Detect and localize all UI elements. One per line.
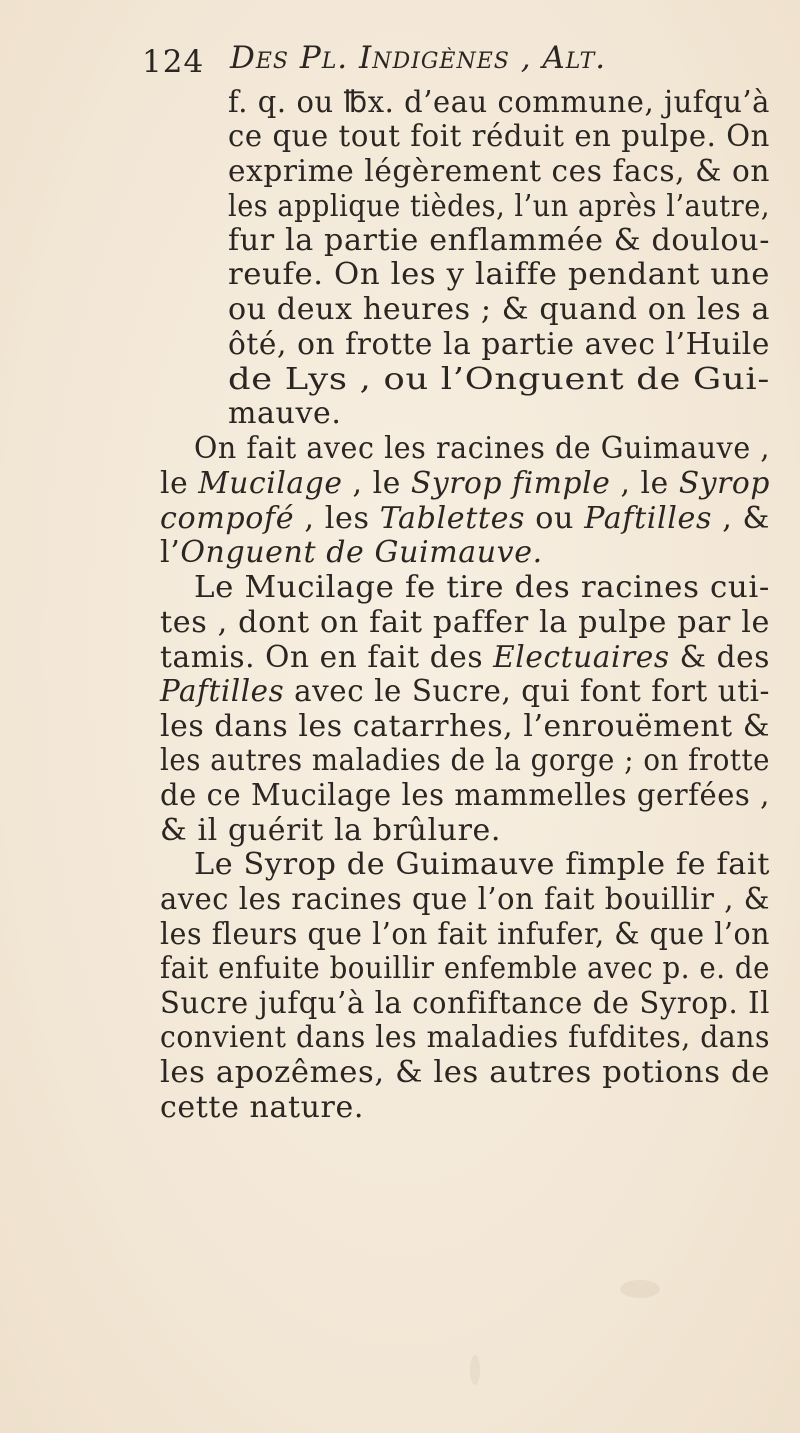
text-line — [228, 224, 770, 258]
text-line — [160, 1091, 364, 1125]
text-line — [160, 1021, 770, 1055]
text-segment: mauve. — [228, 396, 342, 431]
text-segment: tamis. On en fait des — [160, 640, 494, 675]
text-segment: & il guérit la brûlure. — [160, 813, 502, 848]
text-segment: le — [160, 466, 199, 501]
text-line — [160, 536, 543, 570]
text-line — [160, 779, 770, 813]
italic-segment: Electuaires — [493, 640, 670, 675]
running-head: Des Pl. Indigènes , Alt. — [230, 40, 607, 76]
italic-segment: compofé — [160, 501, 295, 536]
text-segment: ôté, on frotte la partie avec l’Huile — [228, 327, 770, 362]
text-line — [160, 641, 770, 675]
page-header — [142, 40, 782, 90]
text-line — [160, 883, 770, 917]
text-segment: les autres maladies de la gorge ; on frotte — [160, 743, 771, 778]
text-segment: reufe. On les y laiffe pendant une — [228, 257, 771, 292]
text-line — [228, 258, 770, 292]
text-segment: , & — [712, 501, 770, 536]
text-line — [228, 190, 770, 224]
text-line — [160, 1056, 770, 1090]
text-segment: Sucre jufqu’à la confiftance de Syrop. Il — [160, 986, 770, 1021]
text-line — [228, 86, 770, 120]
text-segment: Le Syrop de Guimauve fimple fe fait — [194, 847, 770, 882]
text-segment: de Lys , ou l’Onguent de Gui- — [228, 362, 770, 397]
text-segment: fur la partie enflammée & doulou- — [228, 223, 770, 258]
page-number: 124 — [142, 44, 205, 80]
text-segment: , le — [610, 466, 679, 501]
text-segment: ce que tout foit réduit en pulpe. On — [228, 119, 770, 154]
italic-segment: Onguent de Guimauve. — [180, 535, 543, 570]
italic-segment: Mucilage — [198, 466, 343, 501]
text-line — [160, 675, 770, 709]
italic-segment: Paftilles — [160, 674, 285, 709]
text-line — [160, 987, 770, 1021]
text-segment: On fait avec les racines de Guimauve , — [194, 431, 770, 466]
text-segment: les applique tièdes, l’un après l’autre, — [228, 189, 770, 224]
text-line — [160, 918, 770, 952]
text-line — [160, 606, 770, 640]
text-line — [160, 710, 770, 744]
text-segment: ou — [525, 501, 585, 536]
text-segment: convient dans les maladies fufdites, dans — [160, 1020, 770, 1055]
text-segment: fait enfuite bouillir enfemble avec p. e. de — [160, 951, 770, 986]
text-segment: l’ — [160, 535, 181, 570]
text-segment: & des — [669, 640, 770, 675]
text-segment: avec le Sucre, qui font fort uti- — [284, 674, 771, 709]
text-segment: Le Mucilage fe tire des racines cui- — [194, 570, 771, 605]
italic-segment: Tablettes — [379, 501, 526, 536]
text-segment: tes , dont on fait paffer la pulpe par le — [160, 605, 771, 640]
text-line — [194, 432, 770, 466]
italic-segment: Syrop fimple — [410, 466, 611, 501]
text-line — [160, 502, 770, 536]
text-segment: les apozêmes, & les autres potions de — [160, 1055, 770, 1090]
text-line — [228, 293, 770, 327]
text-segment: exprime légèrement ces facs, & on — [228, 154, 770, 189]
text-segment: , les — [294, 501, 380, 536]
text-segment: ou deux heures ; & quand on les a — [228, 292, 771, 327]
text-line — [228, 120, 770, 154]
text-line — [160, 744, 770, 778]
paper-stain — [620, 1280, 660, 1298]
text-line — [194, 571, 770, 605]
text-line — [228, 328, 770, 362]
italic-segment: Paftilles — [584, 501, 713, 536]
italic-segment: Syrop — [678, 466, 770, 501]
text-line — [194, 848, 770, 882]
text-line — [160, 952, 770, 986]
text-segment: avec les racines que l’on fait bouillir , & — [160, 882, 771, 917]
text-line — [160, 467, 770, 501]
text-segment: les dans les catarrhes, l’enrouëment & — [160, 709, 770, 744]
text-segment: de ce Mucilage les mammelles gerfées , — [160, 778, 770, 813]
text-segment: f. q. ou ℔x. d’eau commune, jufqu’à — [228, 85, 771, 120]
text-segment: les fleurs que l’on fait infufer, & que l’on — [160, 917, 770, 952]
text-line — [160, 814, 501, 848]
text-line — [228, 363, 770, 397]
text-segment: , le — [342, 466, 411, 501]
text-line — [228, 155, 770, 189]
text-segment: cette nature. — [160, 1090, 364, 1125]
paper-stain — [470, 1355, 480, 1385]
text-line — [228, 397, 342, 431]
